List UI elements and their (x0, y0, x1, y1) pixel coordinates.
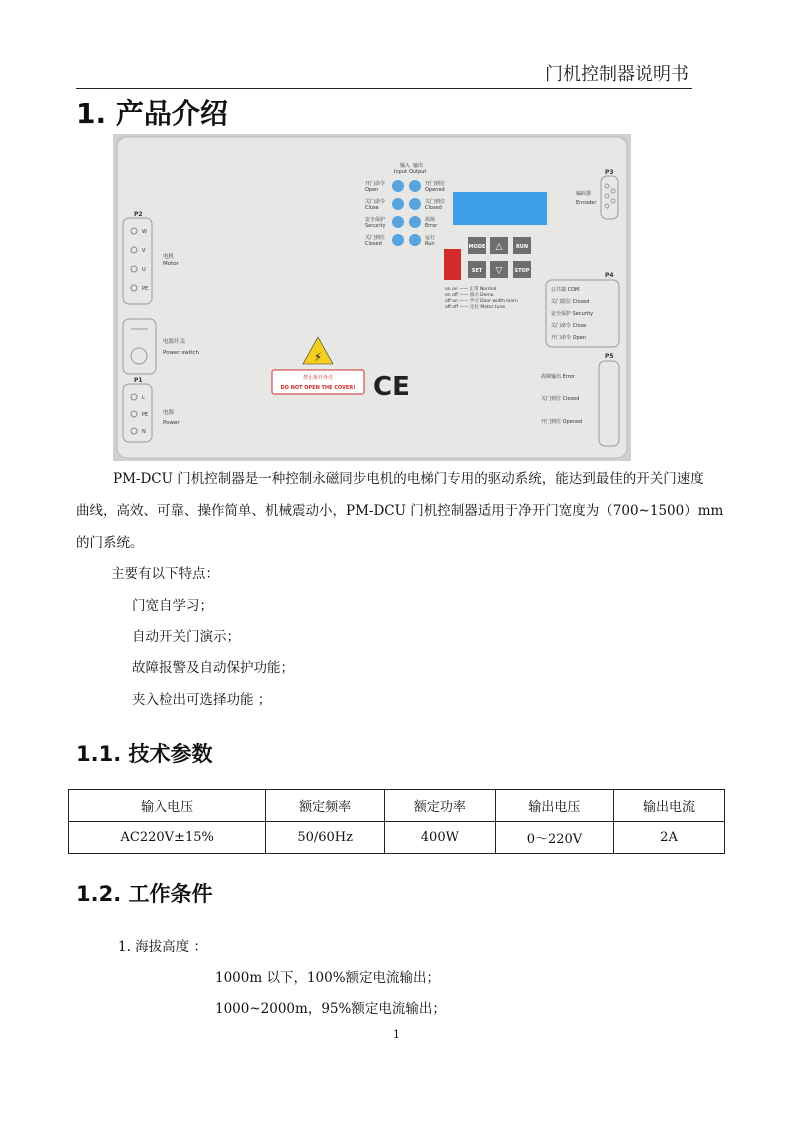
mode-line: on on —— 正常 Normal (445, 287, 497, 292)
table-header: 额定频率 (266, 790, 385, 822)
input-led (392, 198, 404, 210)
led-label-right-en: Run (425, 241, 435, 247)
p4-item: 公共端 COM (551, 287, 580, 293)
terminal-label: V (142, 248, 146, 254)
led-row-4 (365, 234, 435, 247)
feature-item: 夹入检出可选择功能 ； (132, 692, 272, 708)
power-label-en: Power (163, 420, 180, 426)
terminal-label: PE (142, 412, 149, 418)
feature-item: 自动开关门演示； (132, 629, 240, 645)
table-header: 输入电压 (69, 790, 266, 822)
ce-mark: CE (373, 372, 410, 402)
header-title: 门机控制器说明书 (545, 64, 689, 85)
motor-label-en: Motor (163, 261, 179, 267)
led-label-right: 关门到位 (425, 199, 446, 205)
tech-params-heading: 1.1. 技术参数 (76, 742, 213, 766)
warning-cn: 禁止拆开外壳 (302, 375, 334, 381)
p4-item: 安全保护 Security (551, 311, 594, 317)
led-label-left: 开门命令 (365, 181, 386, 187)
table-header: 输出电压 (495, 790, 613, 822)
warning-en: DO NOT OPEN THE COVER! (280, 385, 356, 391)
mode-line: off off —— 定位 Motor tune (445, 305, 506, 310)
key-label: △ (495, 242, 503, 252)
input-col-label: 输入 (400, 163, 411, 169)
table-cell: 400W (384, 822, 495, 854)
table-row (69, 822, 725, 854)
svg-text:⚡: ⚡ (313, 350, 323, 364)
led-label-left-en: Closed (365, 241, 382, 247)
table-cell: AC220V±15% (69, 822, 266, 854)
input-led (392, 216, 404, 228)
led-label-right-en: Closed (425, 205, 442, 211)
p5-item: 故障输出 Error (541, 374, 575, 380)
p3-label: P3 (605, 169, 614, 176)
led-label-left: 安全保护 (365, 217, 386, 223)
encoder-label: 编码器 (576, 191, 592, 197)
work-sub-item: 1000~2000m，95%额定电流输出； (215, 1001, 446, 1017)
p2-label: P2 (134, 211, 143, 218)
p4-item: 关门限位 Closed (551, 299, 590, 305)
red-indicator (444, 249, 461, 280)
p1-label: P1 (134, 377, 143, 384)
key-label: SET (471, 268, 483, 274)
p4-item: 开门命令 Open (551, 335, 586, 341)
section-heading: 1. 产品介绍 (76, 97, 228, 130)
intro-line: PM-DCU 门机控制器是一种控制永磁同步电机的电梯门专用的驱动系统，能达到最佳的开关门速度 (113, 471, 704, 487)
output-led (409, 234, 421, 246)
p5-label: P5 (605, 353, 614, 360)
switch-label-en: Power switch (163, 350, 199, 356)
intro-line: 曲线，高效、可靠、操作简单、机械震动小，PM-DCU 门机控制器适用于净开门宽度为（700~1500）mm (76, 503, 724, 519)
feature-item: 门宽自学习； (132, 598, 213, 614)
key-label: MODE (468, 244, 486, 250)
p4-label: P4 (605, 272, 614, 279)
input-led (392, 234, 404, 246)
key-label: ▽ (495, 266, 503, 276)
table-header: 额定功率 (384, 790, 495, 822)
features-title: 主要有以下特点： (111, 566, 219, 582)
output-led (409, 180, 421, 192)
power-label: 电源 (163, 410, 175, 416)
header-rule (76, 88, 692, 89)
table-cell: 50/60Hz (266, 822, 385, 854)
p4-item: 关门命令 Close (551, 323, 587, 329)
encoder-label-en: Encoder (576, 200, 597, 206)
led-label-left: 关门命令 (365, 199, 386, 205)
mode-line: on off —— 演示 Demo (445, 293, 494, 298)
mode-line: off on —— 学习 Door width learn (445, 299, 518, 304)
led-label-left: 关门到位 (365, 235, 386, 241)
key-label: STOP (514, 268, 530, 274)
work-item: 1. 海拔高度 ： (118, 939, 207, 955)
led-label-left-en: Close (365, 205, 379, 211)
output-col-en: Output (409, 169, 427, 175)
page-number: 1 (393, 1028, 400, 1041)
led-label-right: 开门到位 (425, 181, 446, 187)
output-col-label: 输出 (413, 163, 424, 169)
terminal-label: L (142, 395, 145, 401)
feature-item: 故障报警及自动保护功能； (132, 660, 294, 676)
input-led (392, 180, 404, 192)
output-led (409, 198, 421, 210)
motor-label: 电机 (163, 254, 175, 260)
led-label-right: 故障 (425, 217, 436, 223)
terminal-label: PE (142, 286, 149, 292)
controller-panel-image (113, 134, 631, 461)
p5-item: 关门到位 Closed (541, 396, 580, 402)
work-sub-item: 1000m 以下，100%额定电流输出； (215, 970, 441, 986)
spec-table (68, 789, 725, 854)
terminal-label: W (142, 229, 147, 235)
intro-line: 的门系统。 (76, 535, 144, 551)
terminal-label: N (142, 429, 146, 435)
lcd-display (453, 192, 547, 225)
led-label-right-en: Opened (425, 187, 445, 193)
switch-label: 电源开关 (163, 339, 186, 345)
input-col-en: Input (394, 169, 407, 175)
key-label: RUN (515, 244, 529, 250)
table-header-row (69, 790, 725, 822)
output-led (409, 216, 421, 228)
table-cell: 2A (614, 822, 725, 854)
led-label-left-en: Security (365, 223, 386, 229)
led-label-right: 运行 (425, 235, 436, 241)
terminal-label: U (142, 267, 146, 273)
led-label-left-en: Open (365, 187, 379, 193)
p5-item: 开门到位 Opened (541, 419, 583, 425)
work-conditions-heading: 1.2. 工作条件 (76, 882, 213, 906)
table-header: 输出电流 (614, 790, 725, 822)
led-label-right-en: Error (425, 223, 438, 229)
table-cell: 0～220V (495, 822, 613, 854)
